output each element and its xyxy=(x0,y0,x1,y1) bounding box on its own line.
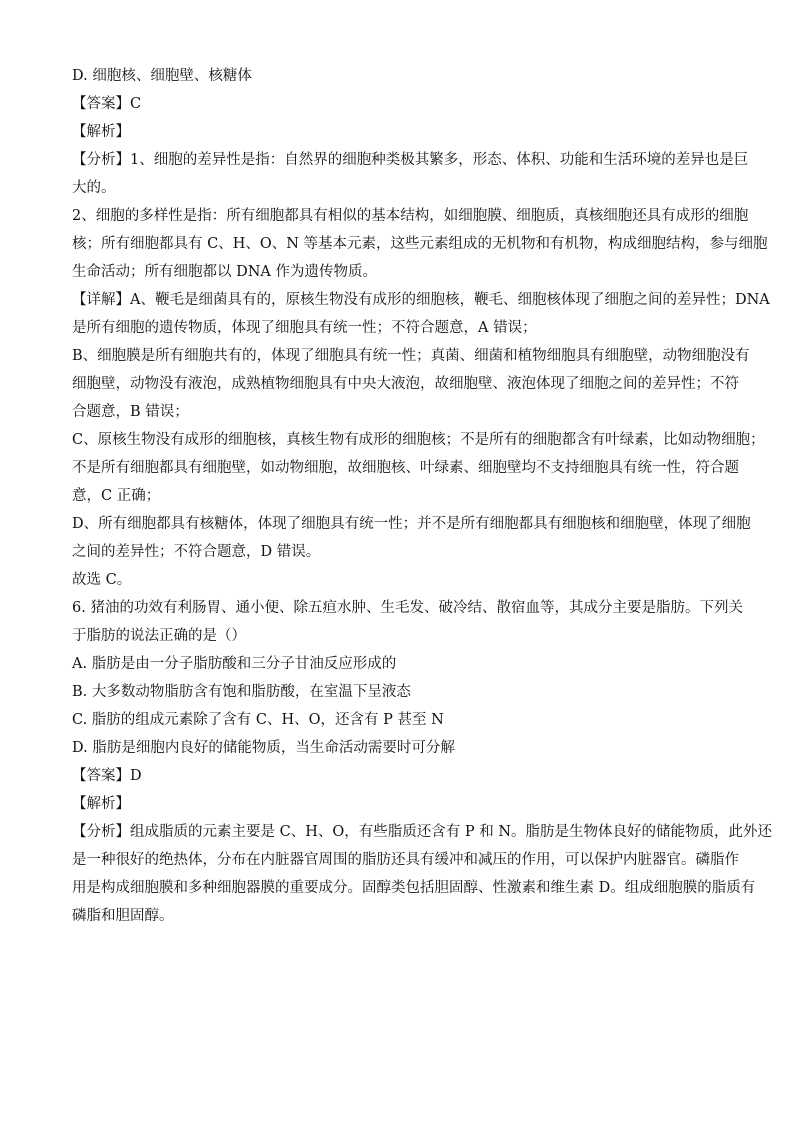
q6-analysis-line: 用是构成细胞膜和多种细胞器膜的重要成分。固醇类包括胆固醇、性激素和维生素 D。组成细胞膜的脂质有 xyxy=(72,880,756,896)
q6-option-b: B. 大多数动物脂肪含有饱和脂肪酸，在室温下呈液态 xyxy=(72,684,411,700)
q6-analysis-line: 【分析】组成脂质的元素主要是 C、H、O，有些脂质还含有 P 和 N。脂肪是生物体良好的储能物质，此外还 xyxy=(72,824,773,840)
q6-analysis-heading: 【解析】 xyxy=(72,796,130,812)
q5-detail-line: 不是所有细胞都具有细胞壁，如动物细胞，故细胞核、叶绿素、细胞壁均不支持细胞具有统一性，符合题 xyxy=(72,460,739,476)
q6-stem: 于脂肪的说法正确的是（） xyxy=(72,628,246,644)
q5-detail-line: 合题意，B 错误； xyxy=(72,404,189,420)
q5-detail-line: C、原核生物没有成形的细胞核，真核生物有成形的细胞核；不是所有的细胞都含有叶绿素，比如动物细胞； xyxy=(72,432,765,448)
q5-option-d: D. 细胞核、细胞壁、核糖体 xyxy=(72,68,252,84)
q6-stem: 6. 猪油的功效有利肠胃、通小便、除五疸水肿、生毛发、破冷结、散宿血等，其成分主要是脂肪。下列关 xyxy=(72,600,743,616)
q5-detail-line: D、所有细胞都具有核糖体，体现了细胞具有统一性；并不是所有细胞都具有细胞核和细胞壁，体现了细胞 xyxy=(72,516,751,532)
q5-detail-line: 细胞壁，动物没有液泡，成熟植物细胞具有中央大液泡，故细胞壁、液泡体现了细胞之间的差异性；不符 xyxy=(72,376,739,392)
q6-analysis-line: 磷脂和胆固醇。 xyxy=(72,908,174,924)
q6-option-d: D. 脂肪是细胞内良好的储能物质，当生命活动需要时可分解 xyxy=(72,740,455,756)
q5-detail-line: B、细胞膜是所有细胞共有的，体现了细胞具有统一性；真菌、细菌和植物细胞具有细胞壁，动物细胞没有 xyxy=(72,348,750,364)
q5-detail-line: 之间的差异性；不符合题意，D 错误。 xyxy=(72,544,321,560)
q5-conclusion: 故选 C。 xyxy=(72,572,132,588)
q5-analysis-line: 【分析】1、细胞的差异性是指：自然界的细胞种类极其繁多，形态、体积、功能和生活环境的差异也是巨 xyxy=(72,152,749,168)
q5-analysis-line: 核；所有细胞都具有 C、H、O、N 等基本元素，这些元素组成的无机物和有机物，构成细胞结构，参与细胞 xyxy=(72,236,768,252)
q5-detail-line: 意，C 正确； xyxy=(72,488,161,504)
q6-option-c: C. 脂肪的组成元素除了含有 C、H、O，还含有 P 甚至 N xyxy=(72,712,444,728)
q5-detail-line: 是所有细胞的遗传物质，体现了细胞具有统一性；不符合题意，A 错误； xyxy=(72,320,537,336)
q5-analysis-line: 生命活动；所有细胞都以 DNA 作为遗传物质。 xyxy=(72,264,378,280)
q6-analysis-line: 是一种很好的绝热体，分布在内脏器官周围的脂肪还具有缓冲和减压的作用，可以保护内脏器官。磷脂作 xyxy=(72,852,739,868)
q5-answer: 【答案】C xyxy=(72,96,142,112)
q5-detail-line: 【详解】A、鞭毛是细菌具有的，原核生物没有成形的细胞核，鞭毛、细胞核体现了细胞之间的差异性；DNA xyxy=(72,292,770,308)
q6-option-a: A. 脂肪是由一分子脂肪酸和三分子甘油反应形成的 xyxy=(72,656,397,672)
q6-answer: 【答案】D xyxy=(72,768,142,784)
q5-analysis-line: 大的。 xyxy=(72,180,116,196)
document-page xyxy=(72,62,773,930)
q5-analysis-heading: 【解析】 xyxy=(72,124,130,140)
q5-analysis-line: 2、细胞的多样性是指：所有细胞都具有相似的基本结构，如细胞膜、细胞质，真核细胞还具有成形的细胞 xyxy=(72,208,749,224)
